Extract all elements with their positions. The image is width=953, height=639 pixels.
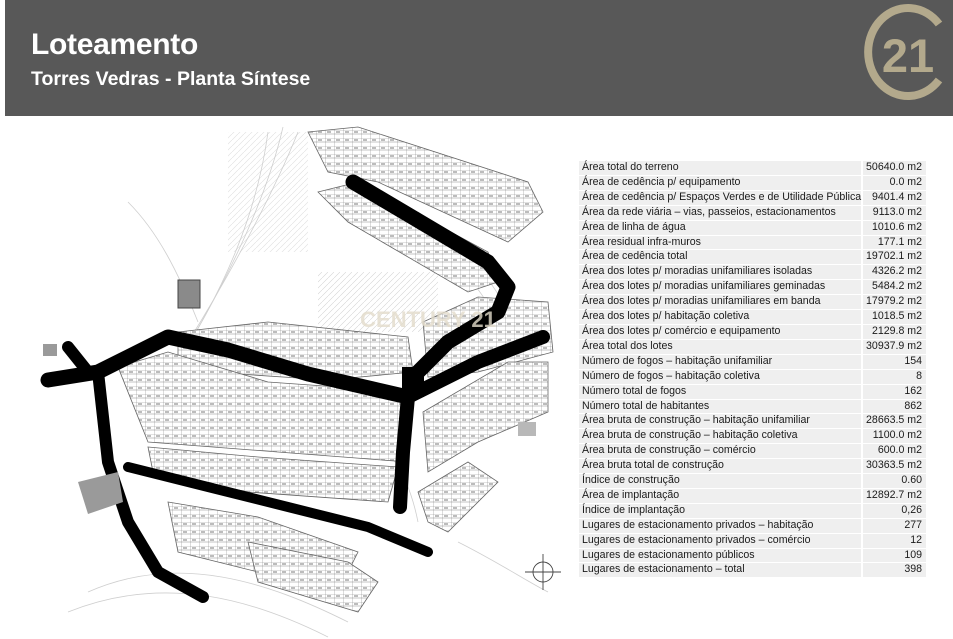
stat-label: Área dos lotes p/ habitação coletiva bbox=[579, 310, 861, 324]
stat-label: Área bruta de construção – habitação coletiva bbox=[579, 429, 861, 443]
stat-value: 28663.5 m2 bbox=[861, 414, 926, 428]
table-row bbox=[579, 489, 926, 503]
stat-value: 30937.9 m2 bbox=[861, 340, 926, 354]
table-row bbox=[579, 370, 926, 384]
stat-label: Área dos lotes p/ moradias unifamiliares em banda bbox=[579, 295, 861, 309]
stat-value: 5484.2 m2 bbox=[861, 280, 926, 294]
table-row bbox=[579, 236, 926, 250]
north-arrow-icon bbox=[525, 554, 561, 590]
stat-label: Número total de habitantes bbox=[579, 400, 861, 414]
table-row bbox=[579, 161, 926, 175]
table-row bbox=[579, 563, 926, 577]
statistics-table bbox=[579, 160, 926, 578]
table-row bbox=[579, 265, 926, 279]
stat-label: Área residual infra-muros bbox=[579, 236, 861, 250]
stat-value: 12892.7 m2 bbox=[861, 489, 926, 503]
stat-label: Número de fogos – habitação unifamiliar bbox=[579, 355, 861, 369]
stat-value: 12 bbox=[861, 534, 926, 548]
table-row bbox=[579, 459, 926, 473]
stat-value: 19702.1 m2 bbox=[861, 250, 926, 264]
table-row bbox=[579, 310, 926, 324]
stat-label: Área dos lotes p/ comércio e equipamento bbox=[579, 325, 861, 339]
stat-label: Área de implantação bbox=[579, 489, 861, 503]
stat-value: 177.1 m2 bbox=[861, 236, 926, 250]
table-row bbox=[579, 504, 926, 518]
stat-label: Área dos lotes p/ moradias unifamiliares isoladas bbox=[579, 265, 861, 279]
header-banner bbox=[5, 0, 953, 116]
table-row bbox=[579, 340, 926, 354]
stat-value: 0,26 bbox=[861, 504, 926, 518]
stat-label: Índice de construção bbox=[579, 474, 861, 488]
table-row bbox=[579, 295, 926, 309]
stat-value: 162 bbox=[861, 385, 926, 399]
stat-label: Área total do terreno bbox=[579, 161, 861, 175]
stat-value: 109 bbox=[861, 549, 926, 563]
table-row bbox=[579, 444, 926, 458]
stat-label: Número de fogos – habitação coletiva bbox=[579, 370, 861, 384]
stat-value: 154 bbox=[861, 355, 926, 369]
table-row bbox=[579, 325, 926, 339]
stat-label: Área da rede viária – vias, passeios, estacionamentos bbox=[579, 206, 861, 220]
table-row bbox=[579, 474, 926, 488]
stat-value: 30363.5 m2 bbox=[861, 459, 926, 473]
lot-blocks bbox=[118, 127, 553, 612]
table-row bbox=[579, 519, 926, 533]
stat-label: Lugares de estacionamento privados – habitação bbox=[579, 519, 861, 533]
stat-label: Área dos lotes p/ moradias unifamiliares geminadas bbox=[579, 280, 861, 294]
stat-value: 2129.8 m2 bbox=[861, 325, 926, 339]
stat-label: Área de cedência total bbox=[579, 250, 861, 264]
stat-value: 8 bbox=[861, 370, 926, 384]
table-row bbox=[579, 176, 926, 190]
stat-label: Área bruta de construção – habitação unifamiliar bbox=[579, 414, 861, 428]
table-row bbox=[579, 250, 926, 264]
stat-value: 600.0 m2 bbox=[861, 444, 926, 458]
page-subtitle: Torres Vedras - Planta Síntese bbox=[31, 68, 311, 90]
table-row bbox=[579, 429, 926, 443]
page-title: Loteamento bbox=[31, 28, 199, 61]
table-row bbox=[579, 534, 926, 548]
stat-value: 0.0 m2 bbox=[861, 176, 926, 190]
stat-value: 4326.2 m2 bbox=[861, 265, 926, 279]
site-plan-drawing bbox=[28, 122, 578, 639]
stat-value: 398 bbox=[861, 563, 926, 577]
stat-value: 9113.0 m2 bbox=[861, 206, 926, 220]
stat-value: 0.60 bbox=[861, 474, 926, 488]
stat-label: Índice de implantação bbox=[579, 504, 861, 518]
table-row bbox=[579, 355, 926, 369]
logo-text: 21 bbox=[881, 29, 935, 82]
stat-label: Área total dos lotes bbox=[579, 340, 861, 354]
stat-value: 277 bbox=[861, 519, 926, 533]
stat-label: Área de linha de água bbox=[579, 221, 861, 235]
stat-label: Área de cedência p/ equipamento bbox=[579, 176, 861, 190]
stat-value: 1100.0 m2 bbox=[861, 429, 926, 443]
stat-label: Área de cedência p/ Espaços Verdes e de Utilidade Pública bbox=[579, 191, 861, 205]
stat-value: 862 bbox=[861, 400, 926, 414]
table-row bbox=[579, 549, 926, 563]
stat-value: 1018.5 m2 bbox=[861, 310, 926, 324]
table-row bbox=[579, 280, 926, 294]
stat-label: Lugares de estacionamento públicos bbox=[579, 549, 861, 563]
table-row bbox=[579, 414, 926, 428]
table-row bbox=[579, 400, 926, 414]
stat-label: Lugares de estacionamento privados – comércio bbox=[579, 534, 861, 548]
table-row bbox=[579, 206, 926, 220]
watermark-text: CENTURY 21 bbox=[360, 307, 496, 332]
table-row bbox=[579, 221, 926, 235]
stat-label: Área bruta total de construção bbox=[579, 459, 861, 473]
stat-value: 1010.6 m2 bbox=[861, 221, 926, 235]
century21-logo bbox=[857, 2, 949, 102]
table-row bbox=[579, 191, 926, 205]
statistics-table-body bbox=[579, 161, 926, 577]
stat-label: Número total de fogos bbox=[579, 385, 861, 399]
table-row bbox=[579, 385, 926, 399]
stat-value: 9401.4 m2 bbox=[861, 191, 926, 205]
stat-label: Área bruta de construção – comércio bbox=[579, 444, 861, 458]
stat-label: Lugares de estacionamento – total bbox=[579, 563, 861, 577]
stat-value: 50640.0 m2 bbox=[861, 161, 926, 175]
stat-value: 17979.2 m2 bbox=[861, 295, 926, 309]
